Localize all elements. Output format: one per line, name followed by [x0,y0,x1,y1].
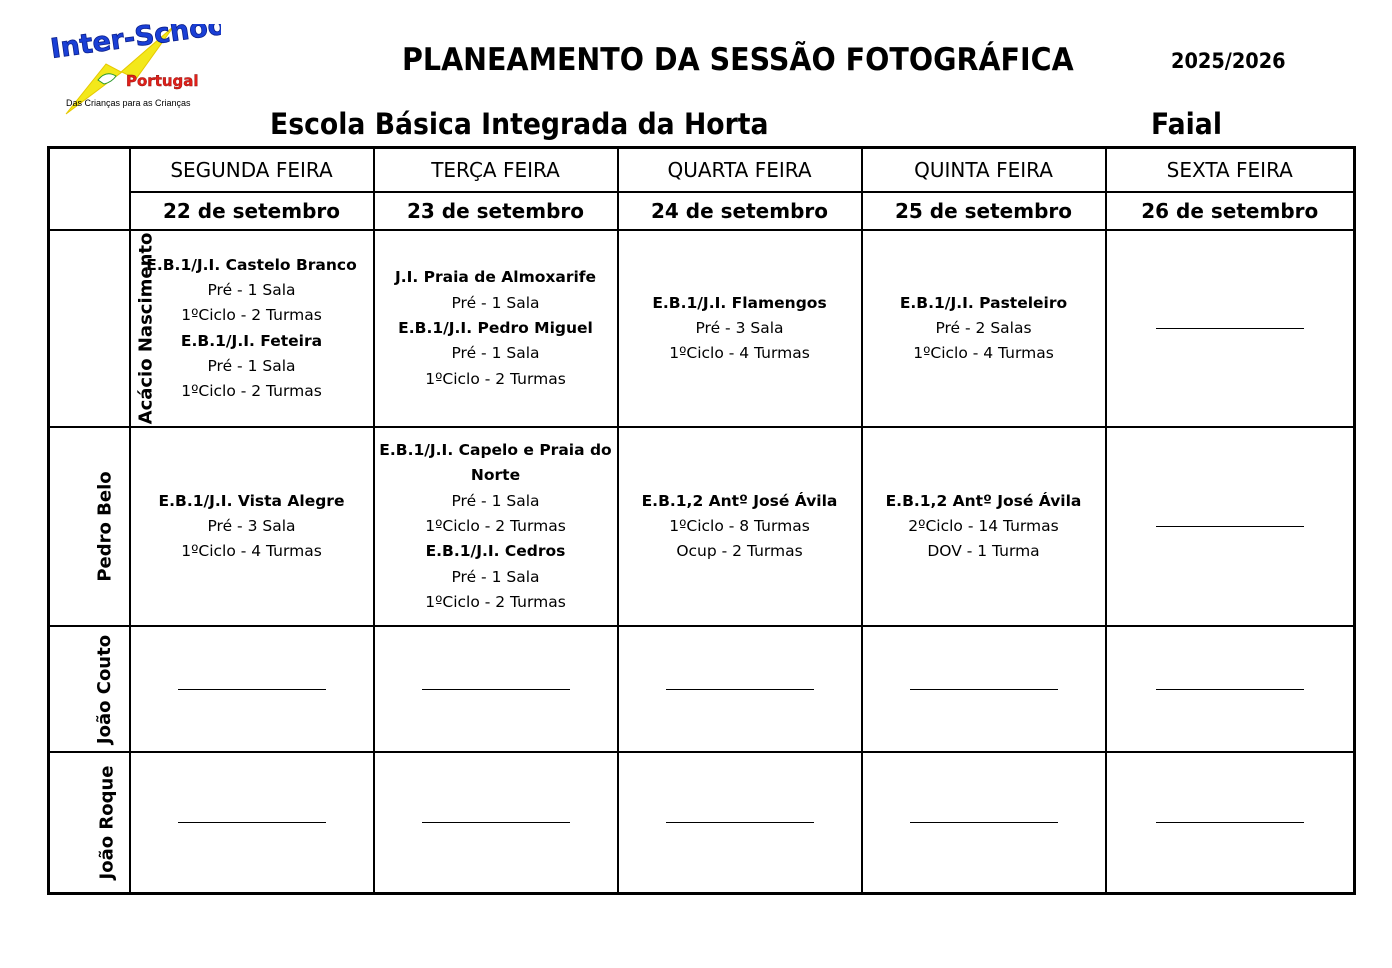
schedule-cell [862,626,1106,752]
schedule-cell [130,752,374,893]
empty-slot-line [1156,689,1304,690]
empty-slot-line [1156,526,1304,527]
day-date: 22 de setembro [130,192,374,230]
school-visit-name: J.I. Praia de Almoxarife [394,268,597,287]
visit-detail: Pré - 1 Sala [207,356,296,375]
school-visit-name: E.B.1,2 Antº José Ávila [885,491,1082,510]
visit-detail: 2ºCiclo - 14 Turmas [908,517,1059,536]
schedule-cell [374,230,618,427]
schedule-row [49,427,1355,626]
schedule-cell [374,626,618,752]
schedule-cell [862,752,1106,893]
schedule-cell [374,427,618,626]
day-name: TERÇA FEIRA [374,148,618,193]
day-date: 23 de setembro [374,192,618,230]
empty-slot-line [910,689,1058,690]
schedule-cell [130,230,374,427]
schedule-cell [618,427,862,626]
logo-brand: Inter-School [48,24,221,65]
schedule-cell [1106,752,1355,893]
visit-detail: Pré - 1 Sala [451,491,540,510]
logo-sub: Portugal [126,72,199,90]
photographer-name: Acácio Nascimento [135,232,157,425]
day-date: 24 de setembro [618,192,862,230]
photographer-cell [49,230,157,427]
photographer-cell [49,626,130,752]
empty-slot-line [422,822,570,823]
empty-slot-line [1156,822,1304,823]
visit-detail: DOV - 1 Turma [927,542,1040,561]
photographer-name: João Roque [96,765,118,880]
schedule-row [49,230,1355,427]
schedule-table [47,146,1356,895]
page-title: PLANEAMENTO DA SESSÃO FOTOGRÁFICA [402,42,1074,78]
visit-detail: 1ºCiclo - 4 Turmas [913,344,1054,363]
day-date: 25 de setembro [862,192,1106,230]
schedule-cell [1106,626,1355,752]
schedule-cell [1106,230,1355,427]
visit-detail: Ocup - 2 Turmas [676,542,803,561]
empty-slot-line [1156,328,1304,329]
visit-detail: Pré - 3 Sala [207,517,296,536]
school-visit-name: E.B.1,2 Antº José Ávila [641,491,838,510]
school-visit-name: Norte [470,466,521,485]
visit-detail: 1ºCiclo - 8 Turmas [669,517,810,536]
empty-slot-line [910,822,1058,823]
empty-slot-line [666,689,814,690]
visit-detail: 1ºCiclo - 2 Turmas [425,517,566,536]
school-visit-name: E.B.1/J.I. Castelo Branco [146,255,357,274]
visit-detail: 1ºCiclo - 2 Turmas [425,369,566,388]
visit-detail: 1ºCiclo - 4 Turmas [181,542,322,561]
school-visit-name: E.B.1/J.I. Pasteleiro [899,293,1068,312]
school-name: Escola Básica Integrada da Horta [270,107,769,141]
visit-detail: Pré - 1 Sala [207,281,296,299]
day-header-row [49,148,1355,193]
corner-cell [49,148,130,231]
logo-tagline: Das Crianças para as Crianças [66,98,191,108]
schedule-cell [1106,427,1355,626]
school-year: 2025/2026 [1171,49,1286,73]
schedule-cell [618,752,862,893]
inter-school-logo [46,24,221,116]
island-name: Faial [1151,107,1222,141]
day-date: 26 de setembro [1106,192,1355,230]
visit-detail: Pré - 1 Sala [451,344,540,363]
photographer-cell [49,427,130,626]
photographer-cell [49,752,130,893]
visit-detail: Pré - 2 Salas [935,318,1032,337]
day-name: SEXTA FEIRA [1106,148,1355,193]
photographer-name: Pedro Belo [94,471,116,582]
visit-detail: Pré - 1 Sala [451,567,540,586]
empty-slot-line [666,822,814,823]
photographer-name: João Couto [94,634,116,744]
school-visit-name: E.B.1/J.I. Pedro Miguel [398,318,593,337]
visit-detail: 1ºCiclo - 2 Turmas [425,592,566,611]
schedule-cell [862,230,1106,427]
visit-detail: Pré - 1 Sala [451,293,540,312]
school-visit-name: E.B.1/J.I. Vista Alegre [158,491,345,510]
day-name: SEGUNDA FEIRA [130,148,374,193]
day-name: QUARTA FEIRA [618,148,862,193]
schedule-cell [130,626,374,752]
schedule-cell [618,626,862,752]
schedule-row [49,752,1355,893]
school-visit-name: E.B.1/J.I. Capelo e Praia do [379,441,612,460]
empty-slot-line [422,689,570,690]
visit-detail: 1ºCiclo - 4 Turmas [669,344,810,363]
empty-slot-line [178,822,326,823]
visit-detail: 1ºCiclo - 2 Turmas [181,382,322,401]
schedule-cell [374,752,618,893]
school-visit-name: E.B.1/J.I. Cedros [425,542,566,561]
schedule-cell [618,230,862,427]
schedule-cell [862,427,1106,626]
date-header-row [49,192,1355,230]
schedule-row [49,626,1355,752]
visit-detail: 1ºCiclo - 2 Turmas [181,306,322,325]
visit-detail: Pré - 3 Sala [695,318,784,337]
school-visit-name: E.B.1/J.I. Feteira [180,331,323,350]
day-name: QUINTA FEIRA [862,148,1106,193]
empty-slot-line [178,689,326,690]
school-visit-name: E.B.1/J.I. Flamengos [652,293,827,312]
schedule-cell [130,427,374,626]
